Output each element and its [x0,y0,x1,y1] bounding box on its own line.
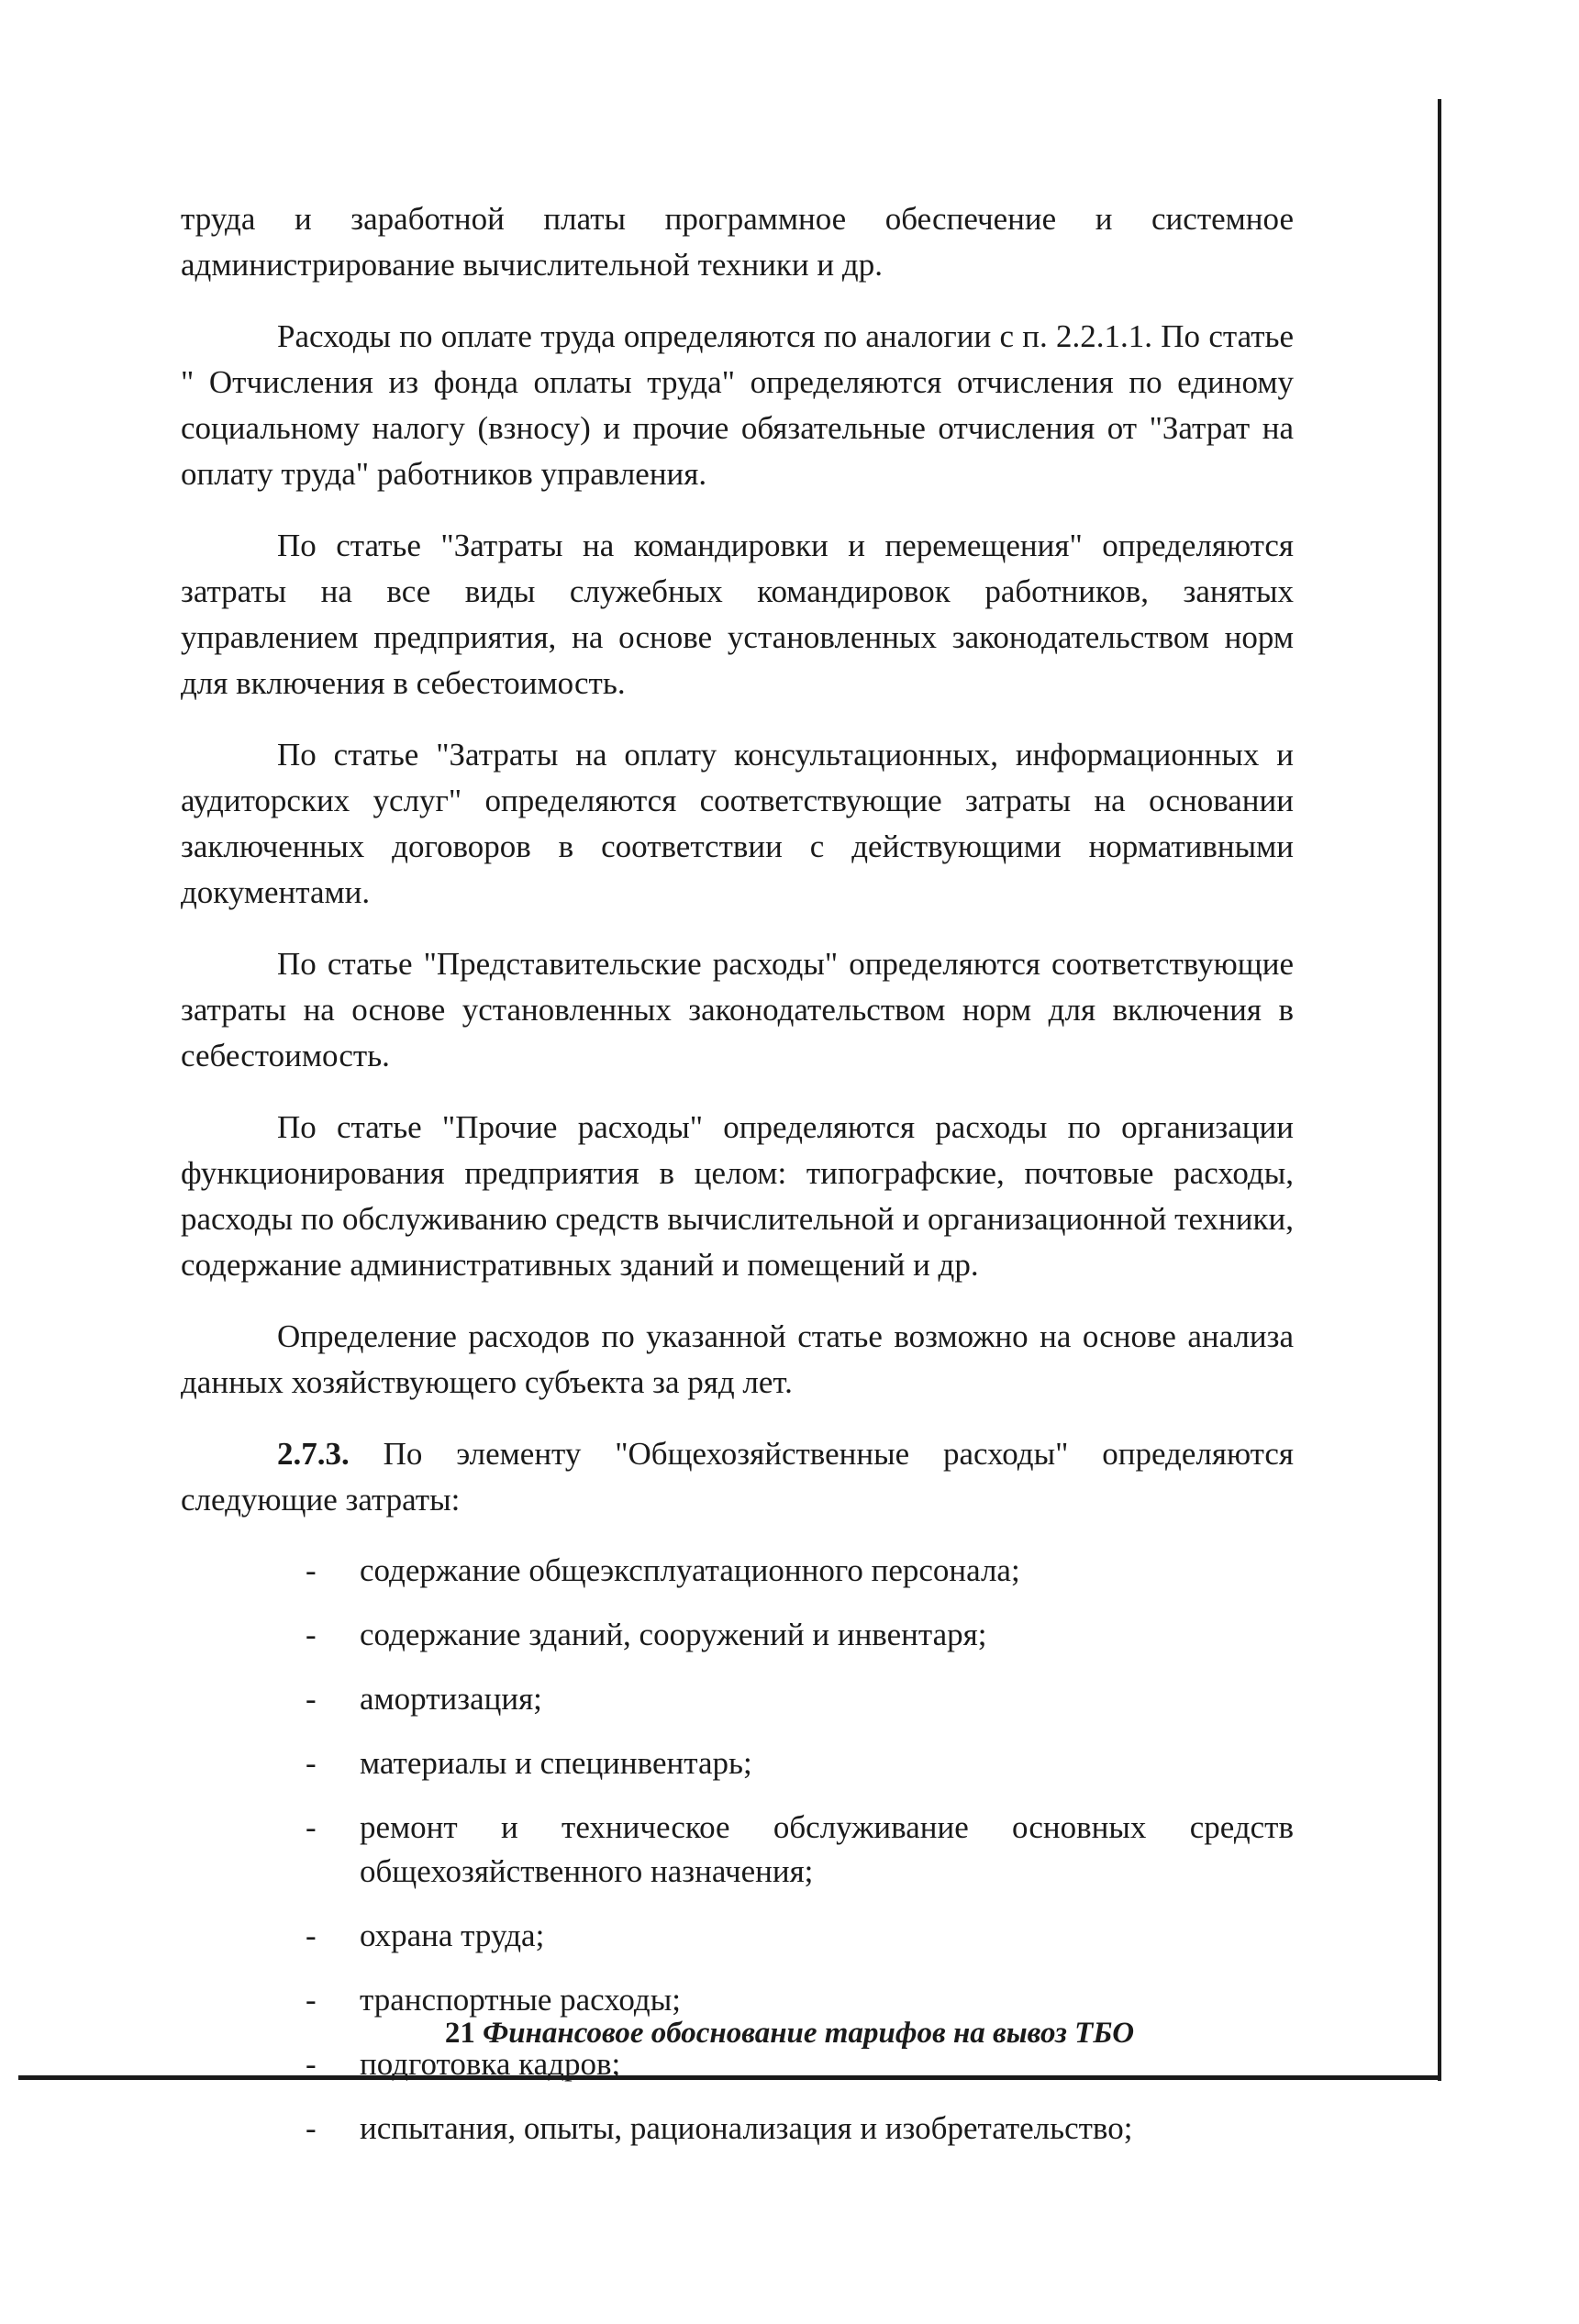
paragraph-4: По статье "Затраты на оплату консультационных, информационных и аудиторских услуг" определяются соответствующие затраты на основании заключенных договоров в соответствии с действующими нормативными документами. [181,737,1294,910]
list-dash: - [306,2110,317,2146]
list-item [181,1806,1294,1894]
paragraph-5: По статье "Представительские расходы" определяются соответствующие затраты на основе установленных законодательством норм для включения в себестоимость. [181,946,1294,1073]
section-number: 2.7.3. [277,1436,350,1472]
list-dash: - [306,1918,317,1953]
list-dash: - [306,1982,317,2018]
list-item [181,2107,1294,2151]
list-item [181,1549,1294,1593]
list-item-text: охрана труда; [360,1918,545,1953]
list-item-text: ремонт и техническое обслуживание основных средств общехозяйственного назначения; [360,1809,1294,1889]
page-right-border [1438,99,1441,2081]
list-item-text: материалы и специнвентарь; [360,1745,752,1781]
list-item-text: подготовка кадров; [360,2046,621,2082]
list-dash: - [306,1681,317,1717]
paragraph-3: По статье "Затраты на командировки и перемещения" определяются затраты на все виды служебных командировок работников, занятых управлением предприятия, на основе установленных законодательством норм для включения в себестоимость. [181,528,1294,701]
list-item-text: содержание зданий, сооружений и инвентаря; [360,1617,987,1652]
list-item [181,1978,1294,2022]
page-number: 21 [444,2017,475,2050]
list-dash: - [306,1617,317,1652]
list-item-text: транспортные расходы; [360,1982,681,2018]
list-item [181,1613,1294,1657]
list-item [181,1741,1294,1785]
list-dash: - [306,1552,317,1588]
paragraph-2: Расходы по оплате труда определяются по аналогии с п. 2.2.1.1. По статье " Отчисления из фонда оплаты труда" определяются отчисления по единому социальному налогу (взносу) и прочие обязательные отчисления от "Затрат на оплату труда" работников управления. [181,318,1294,492]
list-item-text: амортизация; [360,1681,542,1717]
paragraph-1: труда и заработной платы программное обеспечение и системное администрирование вычислительной техники и др. [181,201,1294,283]
list-dash: - [306,1809,317,1845]
list-item-text: содержание общеэксплуатационного персонала; [360,1552,1020,1588]
paragraph-8 [181,1431,1294,1523]
footer-title: Финансовое обоснование тарифов на вывоз ТБО [483,2017,1135,2050]
page-footer [0,2017,1579,2051]
list-item [181,1914,1294,1958]
list-item [181,1677,1294,1721]
expense-list [181,1549,1294,2151]
list-item-text: испытания, опыты, рационализация и изобретательство; [360,2110,1133,2146]
document-body [181,196,1294,2171]
paragraph-7: Определение расходов по указанной статье возможно на основе анализа данных хозяйствующего субъекта за ряд лет. [181,1318,1294,1400]
list-dash: - [306,1745,317,1781]
paragraph-6: По статье "Прочие расходы" определяются расходы по организации функционирования предприятия в целом: типографские, почтовые расходы, расходы по обслуживанию средств вычислительной и организационной техники, содержание административных зданий и помещений и др. [181,1109,1294,1283]
paragraph-8-text: По элементу "Общехозяйственные расходы" определяются следующие затраты: [181,1436,1294,1518]
list-dash: - [306,2046,317,2082]
